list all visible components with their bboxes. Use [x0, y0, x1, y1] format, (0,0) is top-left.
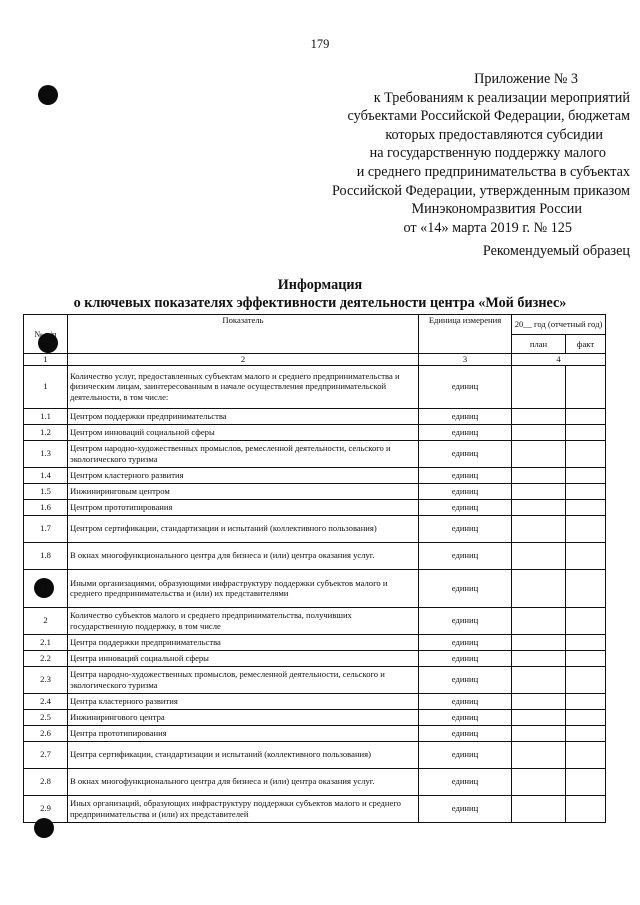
row-unit: единиц — [419, 542, 512, 569]
row-fact-value — [566, 499, 606, 515]
row-plan-value — [512, 709, 566, 725]
row-unit: единиц — [419, 650, 512, 666]
header-indicator: Показатель — [68, 315, 419, 354]
table-row — [24, 440, 606, 467]
row-indicator-name: Центра поддержки предпринимательства — [68, 634, 419, 650]
row-fact-value — [566, 795, 606, 822]
column-number: 3 — [419, 354, 512, 366]
appendix-line: на государственную поддержку малого — [369, 145, 606, 162]
row-unit: единиц — [419, 483, 512, 499]
row-number: 1.4 — [24, 467, 68, 483]
column-number: 1 — [24, 354, 68, 366]
header-num: № п/п — [24, 315, 68, 354]
row-indicator-name: В окнах многофункционального центра для бизнеса и (или) центра оказания услуг. — [68, 542, 419, 569]
row-plan-value — [512, 795, 566, 822]
row-number: 2.5 — [24, 709, 68, 725]
row-fact-value — [566, 693, 606, 709]
row-unit: единиц — [419, 467, 512, 483]
row-fact-value — [566, 440, 606, 467]
row-fact-value — [566, 709, 606, 725]
appendix-line: Российской Федерации, утвержденным приказом — [332, 182, 630, 199]
row-fact-value — [566, 768, 606, 795]
row-indicator-name: Центром инноваций социальной сферы — [68, 424, 419, 440]
appendix-line: Приложение № 3 — [474, 71, 578, 87]
row-fact-value — [566, 408, 606, 424]
row-number: 2.9 — [24, 795, 68, 822]
table-row — [24, 725, 606, 741]
row-number: 1.3 — [24, 440, 68, 467]
title-line-2: о ключевых показателях эффективности деятельности центра «Мой бизнес» — [73, 294, 567, 311]
header-plan: план — [512, 334, 566, 354]
row-unit: единиц — [419, 693, 512, 709]
table-row — [24, 499, 606, 515]
table-row — [24, 693, 606, 709]
row-plan-value — [512, 542, 566, 569]
row-plan-value — [512, 365, 566, 408]
row-plan-value — [512, 768, 566, 795]
row-indicator-name: Центром поддержки предпринимательства — [68, 408, 419, 424]
table-row — [24, 569, 606, 607]
appendix-line: от «14» марта 2019 г. № 125 — [403, 219, 572, 236]
appendix-line: которых предоставляются субсидии — [385, 126, 603, 143]
row-fact-value — [566, 365, 606, 408]
table-row — [24, 542, 606, 569]
recommended-sample-label: Рекомендуемый образец — [482, 243, 630, 259]
row-plan-value — [512, 666, 566, 693]
row-fact-value — [566, 515, 606, 542]
row-unit: единиц — [419, 569, 512, 607]
row-number: 2.4 — [24, 693, 68, 709]
table-row — [24, 607, 606, 634]
document-title — [0, 277, 640, 312]
row-fact-value — [566, 650, 606, 666]
row-plan-value — [512, 607, 566, 634]
appendix-line: и среднего предпринимательства в субъектах — [356, 163, 630, 180]
row-fact-value — [566, 569, 606, 607]
table-row — [24, 741, 606, 768]
row-indicator-name: Центра кластерного развития — [68, 693, 419, 709]
row-number: 1.5 — [24, 483, 68, 499]
row-plan-value — [512, 650, 566, 666]
row-number: 1.2 — [24, 424, 68, 440]
row-indicator-name: Количество услуг, предоставленных субъектам малого и среднего предпринимательства и физическим лицам, заинтересованным в начале осуществления предпринимательской деятельности, в том числе: — [68, 365, 419, 408]
row-unit: единиц — [419, 365, 512, 408]
row-plan-value — [512, 424, 566, 440]
row-plan-value — [512, 725, 566, 741]
table-row — [24, 365, 606, 408]
row-number: 2.2 — [24, 650, 68, 666]
row-fact-value — [566, 741, 606, 768]
header-fact: факт — [566, 334, 606, 354]
row-number: 1.7 — [24, 515, 68, 542]
row-number: 1 — [24, 365, 68, 408]
row-number: 2 — [24, 607, 68, 634]
row-number: 2.8 — [24, 768, 68, 795]
table-row — [24, 795, 606, 822]
row-indicator-name: Инжиниринговым центром — [68, 483, 419, 499]
table-row — [24, 424, 606, 440]
row-plan-value — [512, 634, 566, 650]
appendix-line: Минэкономразвития России — [411, 201, 582, 218]
table-row — [24, 408, 606, 424]
row-plan-value — [512, 499, 566, 515]
row-plan-value — [512, 515, 566, 542]
row-unit: единиц — [419, 424, 512, 440]
table-row — [24, 634, 606, 650]
appendix-header — [270, 70, 630, 237]
row-unit: единиц — [419, 666, 512, 693]
row-unit: единиц — [419, 709, 512, 725]
indicators-table — [23, 314, 606, 823]
row-indicator-name: Центра прототипирования — [68, 725, 419, 741]
row-unit: единиц — [419, 795, 512, 822]
row-plan-value — [512, 408, 566, 424]
row-indicator-name: Центра народно-художественных промыслов, ремесленной деятельности, сельского и экологического туризма — [68, 666, 419, 693]
row-unit: единиц — [419, 725, 512, 741]
row-indicator-name: Центра инноваций социальной сферы — [68, 650, 419, 666]
row-plan-value — [512, 741, 566, 768]
table-row — [24, 666, 606, 693]
row-number: 2.3 — [24, 666, 68, 693]
header-unit: Единица измерения — [419, 315, 512, 354]
row-fact-value — [566, 607, 606, 634]
row-fact-value — [566, 483, 606, 499]
row-indicator-name: Иных организаций, образующих инфраструктуру поддержки субъектов малого и среднего предпринимательства и (или) их представителей — [68, 795, 419, 822]
row-number: 1.9 — [24, 569, 68, 607]
column-number: 4 — [512, 354, 606, 366]
row-fact-value — [566, 467, 606, 483]
appendix-line: к Требованиям к реализации мероприятий — [373, 89, 630, 106]
row-fact-value — [566, 424, 606, 440]
row-plan-value — [512, 440, 566, 467]
row-indicator-name: Центром кластерного развития — [68, 467, 419, 483]
row-unit: единиц — [419, 499, 512, 515]
row-number: 2.6 — [24, 725, 68, 741]
table-row — [24, 467, 606, 483]
row-indicator-name: Центра сертификации, стандартизации и испытаний (коллективного пользования) — [68, 741, 419, 768]
row-indicator-name: Иными организациями, образующими инфраструктуру поддержки субъектов малого и среднего предпринимательства и (или) их представителями — [68, 569, 419, 607]
row-indicator-name: Количество субъектов малого и среднего предпринимательства, получивших государственную поддержку, в том числе — [68, 607, 419, 634]
row-plan-value — [512, 483, 566, 499]
row-unit: единиц — [419, 440, 512, 467]
appendix-line: субъектами Российской Федерации, бюджетам — [347, 108, 630, 125]
punch-hole-mark — [38, 85, 58, 105]
row-indicator-name: В окнах многофункционального центра для бизнеса и (или) центра оказания услуг. — [68, 768, 419, 795]
row-fact-value — [566, 725, 606, 741]
row-fact-value — [566, 666, 606, 693]
row-unit: единиц — [419, 634, 512, 650]
row-number: 2.1 — [24, 634, 68, 650]
row-number: 1.6 — [24, 499, 68, 515]
row-plan-value — [512, 693, 566, 709]
page-number: 179 — [310, 37, 330, 51]
row-unit: единиц — [419, 768, 512, 795]
row-plan-value — [512, 569, 566, 607]
row-number: 1.8 — [24, 542, 68, 569]
row-indicator-name: Инжинирингового центра — [68, 709, 419, 725]
title-line-1: Информация — [277, 277, 363, 293]
row-unit: единиц — [419, 741, 512, 768]
row-number: 2.7 — [24, 741, 68, 768]
table-row — [24, 515, 606, 542]
row-indicator-name: Центром народно-художественных промыслов, ремесленной деятельности, сельского и экологического туризма — [68, 440, 419, 467]
table-row — [24, 650, 606, 666]
row-indicator-name: Центром сертификации, стандартизации и испытаний (коллективного пользования) — [68, 515, 419, 542]
table-row — [24, 483, 606, 499]
table-row — [24, 709, 606, 725]
row-number: 1.1 — [24, 408, 68, 424]
row-unit: единиц — [419, 607, 512, 634]
row-fact-value — [566, 542, 606, 569]
column-number: 2 — [68, 354, 419, 366]
indicators-table-body — [24, 365, 606, 822]
row-plan-value — [512, 467, 566, 483]
row-unit: единиц — [419, 408, 512, 424]
row-fact-value — [566, 634, 606, 650]
row-indicator-name: Центром прототипирования — [68, 499, 419, 515]
header-year: 20__ год (отчетный год) — [512, 315, 606, 335]
table-row — [24, 768, 606, 795]
row-unit: единиц — [419, 515, 512, 542]
